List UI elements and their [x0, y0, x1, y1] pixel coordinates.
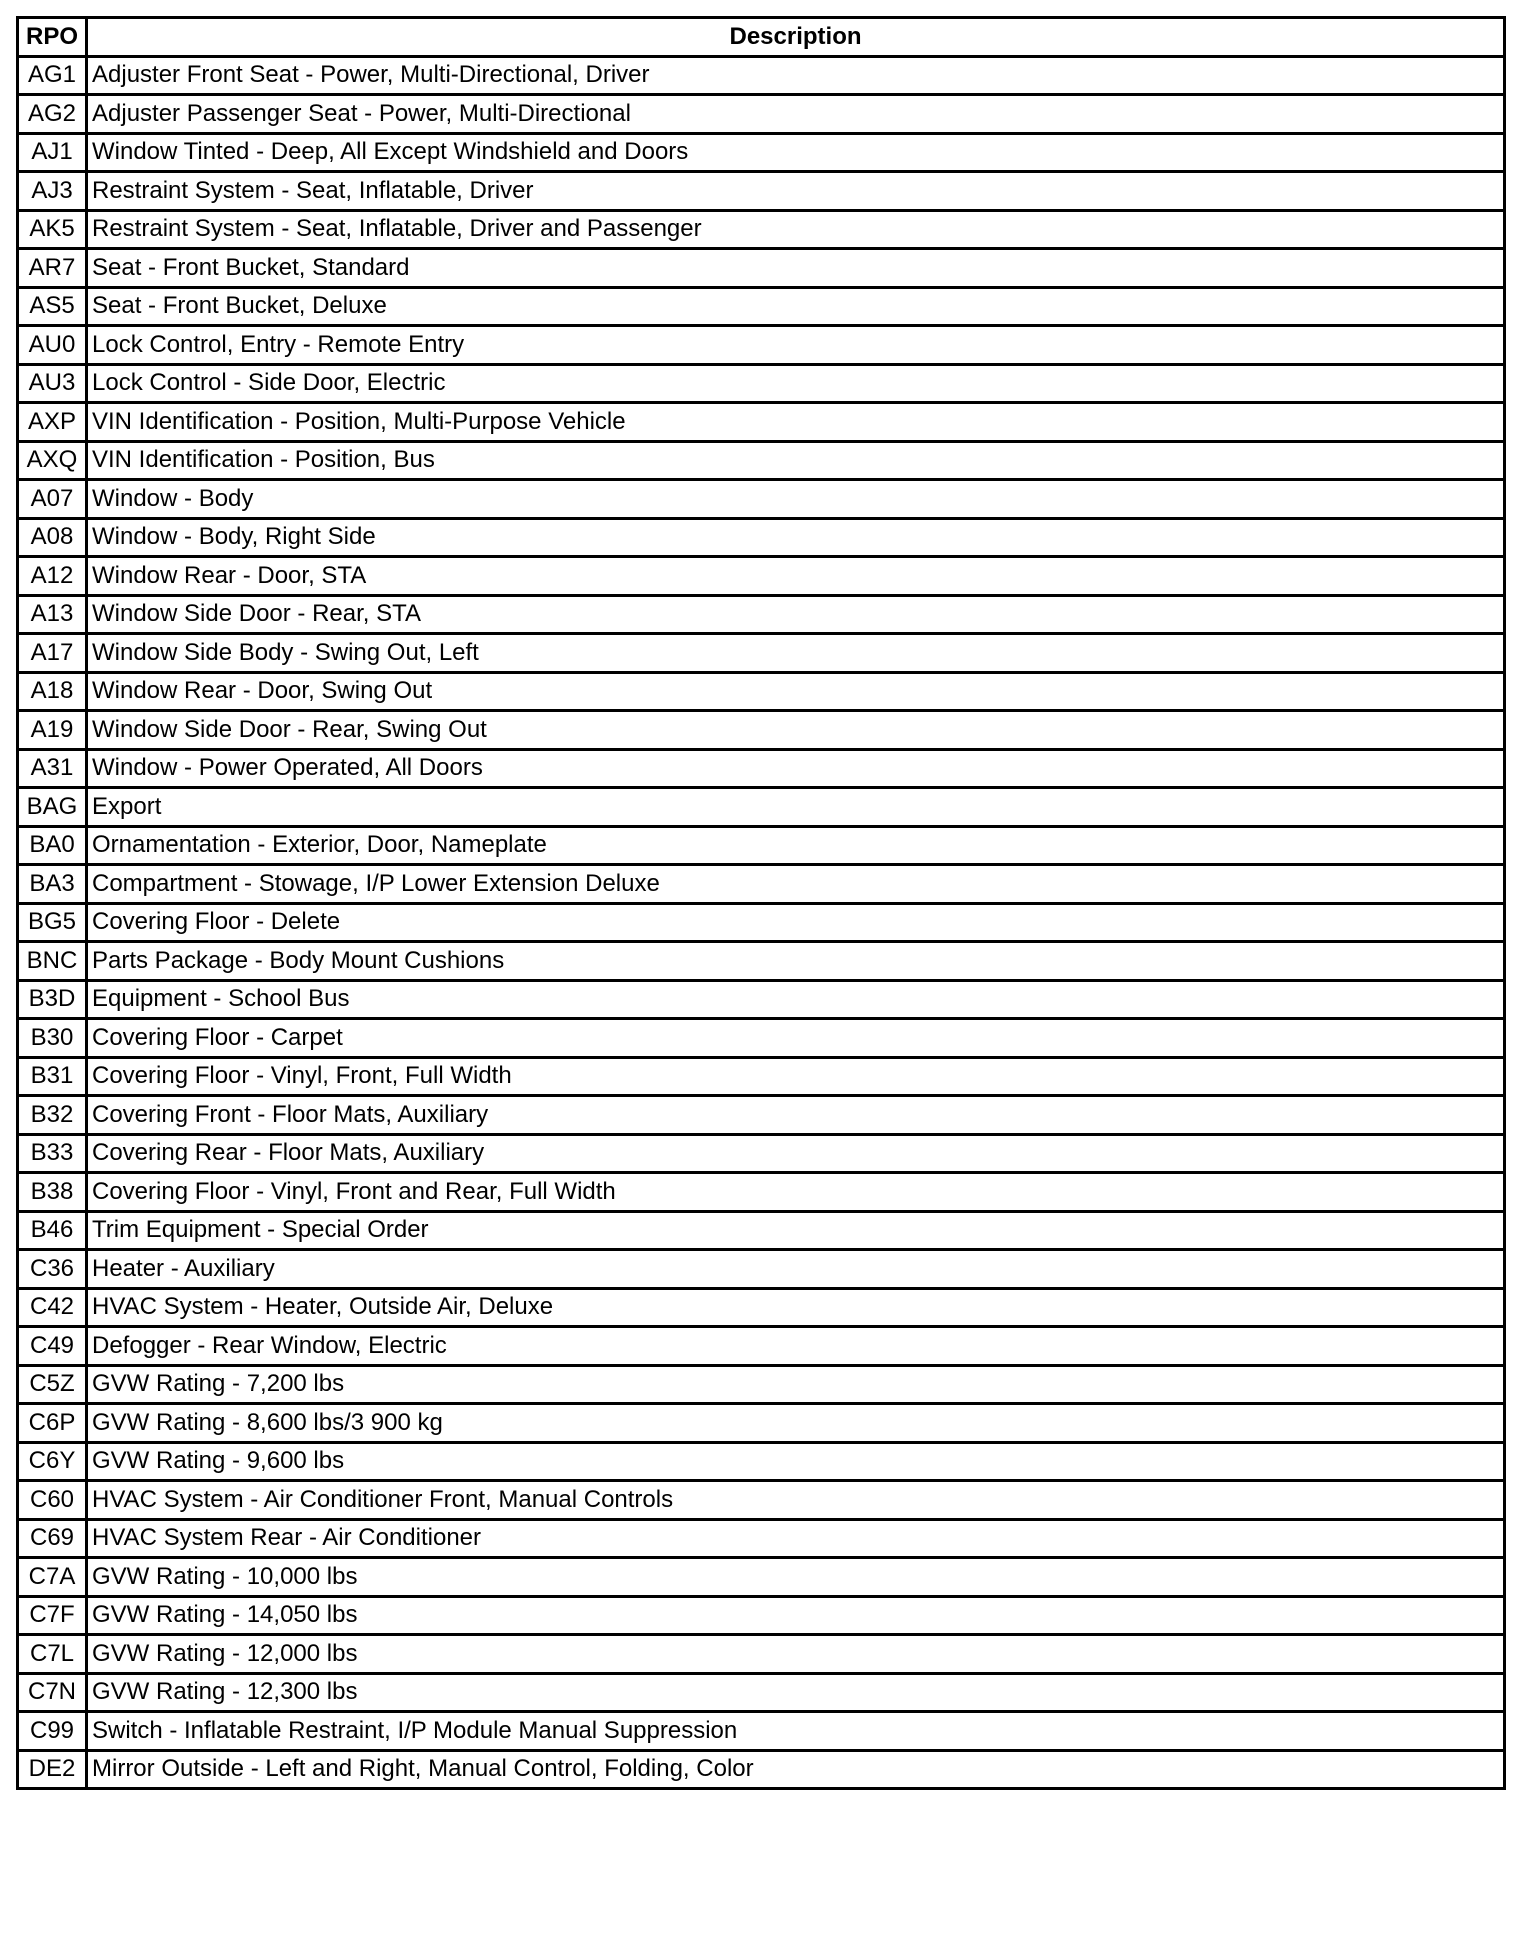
table-row: [18, 903, 1505, 942]
table-row: [18, 1250, 1505, 1289]
description-cell: VIN Identification - Position, Bus: [87, 441, 1505, 480]
rpo-code-cell: AS5: [18, 287, 87, 326]
table-row: [18, 557, 1505, 596]
description-cell: Trim Equipment - Special Order: [87, 1211, 1505, 1250]
description-cell: Covering Floor - Vinyl, Front, Full Width: [87, 1057, 1505, 1096]
table-header-row: [18, 18, 1505, 57]
description-cell: GVW Rating - 10,000 lbs: [87, 1558, 1505, 1597]
description-cell: HVAC System - Air Conditioner Front, Manual Controls: [87, 1481, 1505, 1520]
description-cell: Compartment - Stowage, I/P Lower Extension Deluxe: [87, 865, 1505, 904]
rpo-code-cell: C36: [18, 1250, 87, 1289]
table-row: [18, 1635, 1505, 1674]
rpo-code-cell: B30: [18, 1019, 87, 1058]
rpo-code-cell: C69: [18, 1519, 87, 1558]
table-row: [18, 1712, 1505, 1751]
rpo-table-container: [16, 16, 1503, 1790]
description-cell: HVAC System Rear - Air Conditioner: [87, 1519, 1505, 1558]
table-row: [18, 711, 1505, 750]
rpo-code-cell: BNC: [18, 942, 87, 981]
description-cell: Window - Power Operated, All Doors: [87, 749, 1505, 788]
description-cell: Export: [87, 788, 1505, 827]
table-row: [18, 1211, 1505, 1250]
rpo-code-cell: AR7: [18, 249, 87, 288]
table-row: [18, 1288, 1505, 1327]
table-row: [18, 326, 1505, 365]
description-cell: Covering Floor - Carpet: [87, 1019, 1505, 1058]
description-cell: Covering Front - Floor Mats, Auxiliary: [87, 1096, 1505, 1135]
rpo-code-cell: B38: [18, 1173, 87, 1212]
description-cell: Window Rear - Door, Swing Out: [87, 672, 1505, 711]
table-row: [18, 595, 1505, 634]
table-row: [18, 1019, 1505, 1058]
description-cell: GVW Rating - 14,050 lbs: [87, 1596, 1505, 1635]
rpo-code-cell: C5Z: [18, 1365, 87, 1404]
rpo-code-cell: BG5: [18, 903, 87, 942]
description-cell: Window - Body, Right Side: [87, 518, 1505, 557]
rpo-code-cell: BAG: [18, 788, 87, 827]
table-row: [18, 1596, 1505, 1635]
description-cell: Restraint System - Seat, Inflatable, Driver and Passenger: [87, 210, 1505, 249]
rpo-code-cell: AU0: [18, 326, 87, 365]
description-cell: Lock Control - Side Door, Electric: [87, 364, 1505, 403]
description-cell: HVAC System - Heater, Outside Air, Deluxe: [87, 1288, 1505, 1327]
rpo-code-cell: BA0: [18, 826, 87, 865]
description-cell: Window Side Door - Rear, Swing Out: [87, 711, 1505, 750]
rpo-code-cell: A07: [18, 480, 87, 519]
rpo-code-cell: C7N: [18, 1673, 87, 1712]
description-cell: Parts Package - Body Mount Cushions: [87, 942, 1505, 981]
table-row: [18, 1558, 1505, 1597]
table-row: [18, 942, 1505, 981]
table-row: [18, 1673, 1505, 1712]
description-cell: Covering Floor - Delete: [87, 903, 1505, 942]
table-row: [18, 364, 1505, 403]
table-row: [18, 1057, 1505, 1096]
rpo-code-cell: B33: [18, 1134, 87, 1173]
table-row: [18, 210, 1505, 249]
description-cell: Adjuster Passenger Seat - Power, Multi-Directional: [87, 95, 1505, 134]
table-row: [18, 172, 1505, 211]
rpo-code-cell: AG2: [18, 95, 87, 134]
rpo-code-cell: C99: [18, 1712, 87, 1751]
rpo-code-cell: B3D: [18, 980, 87, 1019]
table-row: [18, 1404, 1505, 1443]
rpo-code-cell: DE2: [18, 1750, 87, 1789]
rpo-code-cell: B32: [18, 1096, 87, 1135]
rpo-code-cell: AJ1: [18, 133, 87, 172]
table-row: [18, 1134, 1505, 1173]
rpo-code-cell: A13: [18, 595, 87, 634]
table-row: [18, 1442, 1505, 1481]
rpo-code-cell: C42: [18, 1288, 87, 1327]
table-row: [18, 1481, 1505, 1520]
table-row: [18, 1519, 1505, 1558]
description-cell: GVW Rating - 7,200 lbs: [87, 1365, 1505, 1404]
rpo-code-cell: C6Y: [18, 1442, 87, 1481]
description-cell: Mirror Outside - Left and Right, Manual Control, Folding, Color: [87, 1750, 1505, 1789]
description-cell: Equipment - School Bus: [87, 980, 1505, 1019]
description-cell: GVW Rating - 12,300 lbs: [87, 1673, 1505, 1712]
table-row: [18, 1173, 1505, 1212]
table-row: [18, 1750, 1505, 1789]
rpo-code-cell: AU3: [18, 364, 87, 403]
rpo-code-cell: A17: [18, 634, 87, 673]
table-row: [18, 672, 1505, 711]
rpo-code-cell: C7A: [18, 1558, 87, 1597]
description-cell: Heater - Auxiliary: [87, 1250, 1505, 1289]
rpo-code-cell: C6P: [18, 1404, 87, 1443]
description-cell: Window Side Door - Rear, STA: [87, 595, 1505, 634]
table-row: [18, 56, 1505, 95]
description-cell: Lock Control, Entry - Remote Entry: [87, 326, 1505, 365]
description-cell: Adjuster Front Seat - Power, Multi-Directional, Driver: [87, 56, 1505, 95]
description-cell: Window - Body: [87, 480, 1505, 519]
description-cell: GVW Rating - 8,600 lbs/3 900 kg: [87, 1404, 1505, 1443]
description-cell: Ornamentation - Exterior, Door, Nameplate: [87, 826, 1505, 865]
table-row: [18, 1096, 1505, 1135]
table-row: [18, 480, 1505, 519]
rpo-code-cell: A31: [18, 749, 87, 788]
rpo-code-cell: AJ3: [18, 172, 87, 211]
rpo-code-cell: C49: [18, 1327, 87, 1366]
description-cell: GVW Rating - 12,000 lbs: [87, 1635, 1505, 1674]
description-cell: Covering Floor - Vinyl, Front and Rear, Full Width: [87, 1173, 1505, 1212]
description-cell: Window Side Body - Swing Out, Left: [87, 634, 1505, 673]
rpo-code-cell: B46: [18, 1211, 87, 1250]
rpo-code-cell: AXP: [18, 403, 87, 442]
description-cell: Seat - Front Bucket, Standard: [87, 249, 1505, 288]
rpo-code-cell: A18: [18, 672, 87, 711]
description-cell: GVW Rating - 9,600 lbs: [87, 1442, 1505, 1481]
rpo-code-cell: A12: [18, 557, 87, 596]
rpo-code-cell: A19: [18, 711, 87, 750]
table-row: [18, 287, 1505, 326]
description-cell: Covering Rear - Floor Mats, Auxiliary: [87, 1134, 1505, 1173]
rpo-code-cell: C7L: [18, 1635, 87, 1674]
rpo-code-table: [16, 16, 1506, 1790]
description-cell: Switch - Inflatable Restraint, I/P Module Manual Suppression: [87, 1712, 1505, 1751]
table-row: [18, 518, 1505, 557]
column-header-rpo: RPO: [18, 18, 87, 57]
rpo-code-cell: C7F: [18, 1596, 87, 1635]
rpo-code-cell: AK5: [18, 210, 87, 249]
description-cell: Window Tinted - Deep, All Except Windshield and Doors: [87, 133, 1505, 172]
description-cell: Restraint System - Seat, Inflatable, Driver: [87, 172, 1505, 211]
table-row: [18, 865, 1505, 904]
table-row: [18, 95, 1505, 134]
table-row: [18, 133, 1505, 172]
table-row: [18, 980, 1505, 1019]
table-row: [18, 749, 1505, 788]
rpo-code-cell: C60: [18, 1481, 87, 1520]
table-row: [18, 1365, 1505, 1404]
table-row: [18, 1327, 1505, 1366]
rpo-code-cell: A08: [18, 518, 87, 557]
table-row: [18, 249, 1505, 288]
rpo-code-cell: BA3: [18, 865, 87, 904]
table-row: [18, 403, 1505, 442]
table-row: [18, 788, 1505, 827]
description-cell: Window Rear - Door, STA: [87, 557, 1505, 596]
description-cell: Seat - Front Bucket, Deluxe: [87, 287, 1505, 326]
description-cell: VIN Identification - Position, Multi-Purpose Vehicle: [87, 403, 1505, 442]
column-header-description: Description: [87, 18, 1505, 57]
table-row: [18, 441, 1505, 480]
rpo-code-cell: B31: [18, 1057, 87, 1096]
description-cell: Defogger - Rear Window, Electric: [87, 1327, 1505, 1366]
rpo-code-cell: AXQ: [18, 441, 87, 480]
rpo-code-cell: AG1: [18, 56, 87, 95]
table-body: [18, 56, 1505, 1789]
table-row: [18, 634, 1505, 673]
table-row: [18, 826, 1505, 865]
